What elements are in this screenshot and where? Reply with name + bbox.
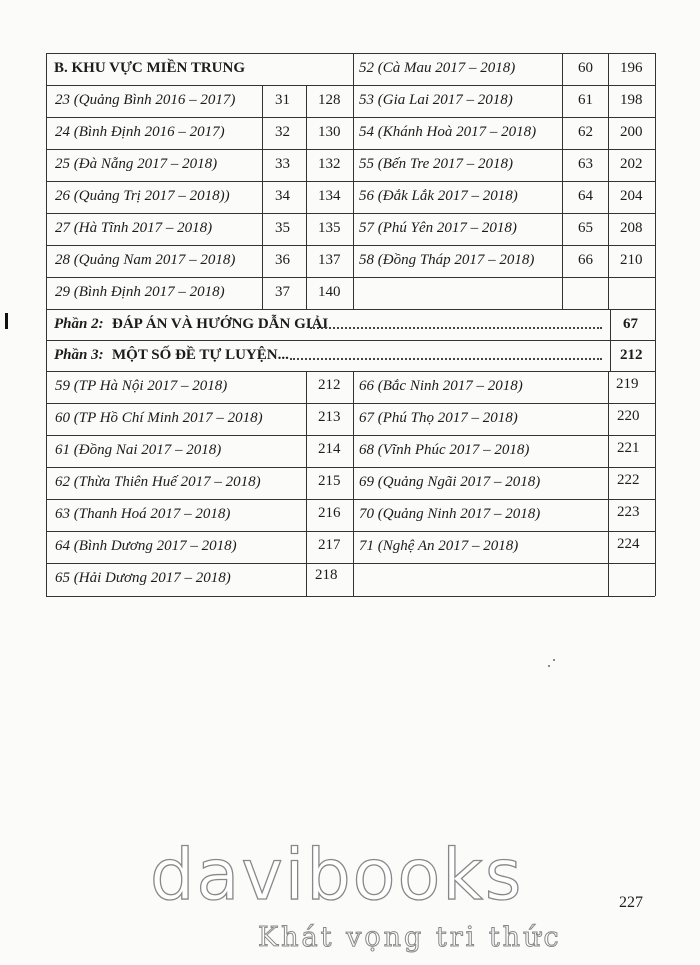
exam-label: 52 (Cà Mau 2017 – 2018) bbox=[359, 60, 516, 76]
page-number: 219 bbox=[616, 376, 639, 392]
exam-label: 57 (Phú Yên 2017 – 2018) bbox=[359, 220, 517, 236]
page-number: 202 bbox=[620, 156, 643, 172]
exam-label: 71 (Nghệ An 2017 – 2018) bbox=[359, 538, 519, 554]
page-number: 216 bbox=[318, 505, 341, 521]
exam-number: 31 bbox=[275, 92, 290, 108]
exam-label: 65 (Hải Dương 2017 – 2018) bbox=[55, 570, 231, 586]
part2-prefix: Phần 2: bbox=[54, 316, 104, 332]
exam-label: 29 (Bình Định 2017 – 2018) bbox=[55, 284, 225, 300]
watermark-slogan: Khát vọng tri thức bbox=[258, 922, 562, 953]
page-number: 223 bbox=[617, 504, 640, 520]
page-number: 224 bbox=[617, 536, 640, 552]
exam-label: 70 (Quảng Ninh 2017 – 2018) bbox=[359, 506, 541, 522]
exam-label: 53 (Gia Lai 2017 – 2018) bbox=[359, 92, 513, 108]
page-number: 200 bbox=[620, 124, 643, 140]
leader-dots bbox=[310, 327, 602, 329]
page-number: 218 bbox=[315, 567, 338, 583]
exam-number: 60 bbox=[578, 60, 593, 76]
page-number: 213 bbox=[318, 409, 341, 425]
page-number: 140 bbox=[318, 284, 341, 300]
exam-label: 23 (Quảng Bình 2016 – 2017) bbox=[55, 92, 236, 108]
part2-title: ĐÁP ÁN VÀ HƯỚNG DẪN GIẢI bbox=[112, 316, 329, 332]
exam-label: 63 (Thanh Hoá 2017 – 2018) bbox=[55, 506, 231, 522]
page-number: 215 bbox=[318, 473, 341, 489]
section-title: B. KHU VỰC MIỀN TRUNG bbox=[54, 60, 245, 76]
exam-label: 58 (Đồng Tháp 2017 – 2018) bbox=[359, 252, 535, 268]
page-number: 212 bbox=[318, 377, 341, 393]
exam-number: 32 bbox=[275, 124, 290, 140]
exam-number: 61 bbox=[578, 92, 593, 108]
page-number: 217 bbox=[318, 537, 341, 553]
page-number: 196 bbox=[620, 60, 643, 76]
page-number: 137 bbox=[318, 252, 341, 268]
exam-label: 67 (Phú Thọ 2017 – 2018) bbox=[359, 410, 518, 426]
part2-page: 67 bbox=[623, 316, 638, 332]
page-number: 222 bbox=[617, 472, 640, 488]
exam-label: 69 (Quảng Ngãi 2017 – 2018) bbox=[359, 474, 541, 490]
exam-number: 36 bbox=[275, 252, 290, 268]
part3-title: MỘT SỐ ĐỀ TỰ LUYỆN... bbox=[112, 347, 289, 363]
exam-label: 56 (Đắk Lắk 2017 – 2018) bbox=[359, 188, 518, 204]
exam-label: 25 (Đà Nẵng 2017 – 2018) bbox=[55, 156, 218, 172]
exam-number: 62 bbox=[578, 124, 593, 140]
exam-label: 64 (Bình Dương 2017 – 2018) bbox=[55, 538, 237, 554]
margin-mark bbox=[5, 313, 8, 329]
exam-number: 34 bbox=[275, 188, 290, 204]
page-number: 132 bbox=[318, 156, 341, 172]
exam-number: 37 bbox=[275, 284, 290, 300]
exam-label: 59 (TP Hà Nội 2017 – 2018) bbox=[55, 378, 228, 394]
page-number: 134 bbox=[318, 188, 341, 204]
page-number: 135 bbox=[318, 220, 341, 236]
part3-prefix: Phần 3: bbox=[54, 347, 104, 363]
leader-dots bbox=[290, 358, 602, 360]
exam-label: 26 (Quảng Trị 2017 – 2018)) bbox=[55, 188, 230, 204]
exam-label: 61 (Đồng Nai 2017 – 2018) bbox=[55, 442, 222, 458]
page-number: 214 bbox=[318, 441, 341, 457]
part3-page: 212 bbox=[620, 347, 643, 363]
exam-number: 66 bbox=[578, 252, 593, 268]
exam-label: 68 (Vĩnh Phúc 2017 – 2018) bbox=[359, 442, 530, 458]
page-number: 204 bbox=[620, 188, 643, 204]
page-number: 208 bbox=[620, 220, 643, 236]
exam-label: 55 (Bến Tre 2017 – 2018) bbox=[359, 156, 514, 172]
page-number: 128 bbox=[318, 92, 341, 108]
exam-number: 33 bbox=[275, 156, 290, 172]
exam-label: 28 (Quảng Nam 2017 – 2018) bbox=[55, 252, 236, 268]
exam-label: 24 (Bình Định 2016 – 2017) bbox=[55, 124, 225, 140]
exam-label: 66 (Bắc Ninh 2017 – 2018) bbox=[359, 378, 523, 394]
exam-number: 63 bbox=[578, 156, 593, 172]
exam-label: 54 (Khánh Hoà 2017 – 2018) bbox=[359, 124, 537, 140]
speck bbox=[548, 665, 550, 667]
exam-number: 35 bbox=[275, 220, 290, 236]
page-number-footer: 227 bbox=[619, 894, 643, 911]
speck bbox=[553, 659, 555, 661]
exam-number: 65 bbox=[578, 220, 593, 236]
exam-label: 27 (Hà Tĩnh 2017 – 2018) bbox=[55, 220, 213, 236]
exam-label: 60 (TP Hồ Chí Minh 2017 – 2018) bbox=[55, 410, 263, 426]
exam-number: 64 bbox=[578, 188, 593, 204]
page-number: 221 bbox=[617, 440, 640, 456]
page-number: 198 bbox=[620, 92, 643, 108]
exam-label: 62 (Thừa Thiên Huế 2017 – 2018) bbox=[55, 474, 261, 490]
watermark-brand: davibooks bbox=[150, 834, 524, 916]
page-number: 210 bbox=[620, 252, 643, 268]
page-number: 220 bbox=[617, 408, 640, 424]
page-number: 130 bbox=[318, 124, 341, 140]
